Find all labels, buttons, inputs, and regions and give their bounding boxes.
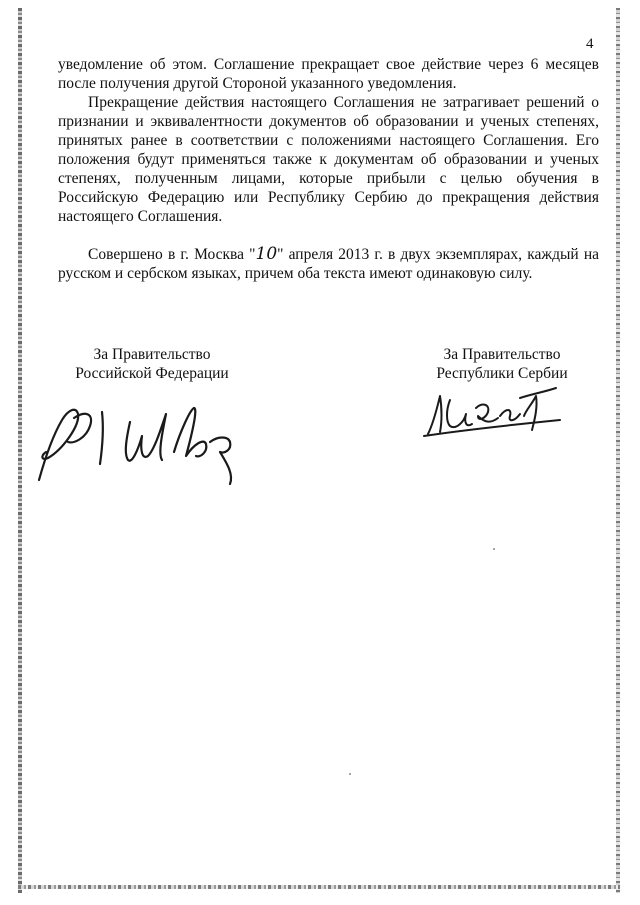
signature-serbia <box>420 382 565 442</box>
handwritten-day: 10 <box>255 244 278 264</box>
signatory-russia-line1: За Правительство <box>93 346 211 363</box>
scan-edge-left <box>18 8 22 893</box>
signatory-russia-line2: Российской Федерации <box>75 365 229 382</box>
paragraph-done-in <box>58 245 599 283</box>
paragraph-termination: Прекращение действия настоящего Соглашения не затрагивает решений о признании и эквивалентности документов об образовании и ученых степенях, принятых ранее в соответствии с положениями настоящего Соглашения. Его положения будут применяться также к документам об образовании и ученых степенях, полученным лицами, которые прибыли с целью обучения в Российскую Федерацию или Республику Сербию до прекращения действия настоящего Соглашения. <box>58 94 599 225</box>
signatory-serbia-line2: Республики Сербии <box>436 365 568 382</box>
signatory-serbia-line1: За Правительство <box>443 346 561 363</box>
scan-edge-bottom <box>18 885 620 889</box>
page-number: 4 <box>586 36 594 52</box>
agreement-text <box>58 55 599 283</box>
done-in-prefix: Совершено в г. Москва " <box>88 246 256 263</box>
scan-edge-right <box>616 8 620 893</box>
paragraph-notice: уведомление об этом. Соглашение прекращает свое действие через 6 месяцев после получения другой Стороной указанного уведомления. <box>58 56 599 92</box>
signatory-serbia <box>412 345 592 383</box>
signature-russia <box>34 392 244 487</box>
signatory-russia <box>62 345 242 383</box>
scan-speck <box>349 773 351 775</box>
scan-speck <box>493 548 495 550</box>
done-in-suffix: " апреля 2013 г. в двух экземплярах, каждый на русском и сербском языках, причем оба текста имеют одинаковую силу. <box>58 246 599 282</box>
